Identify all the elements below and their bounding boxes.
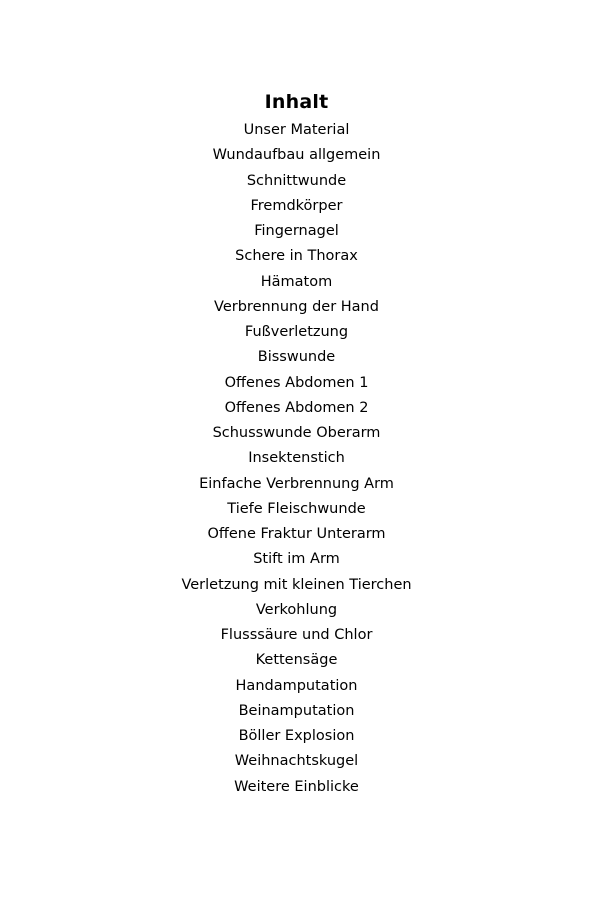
toc-entry: Verkohlung	[255, 601, 338, 618]
toc-entry: Insektenstich	[248, 450, 345, 467]
toc-entry: Bisswunde	[257, 349, 336, 366]
toc-entry: Tiefe Fleischwunde	[227, 500, 366, 517]
toc-entry: Kettensäge	[255, 652, 338, 669]
toc-entry: Schnittwunde	[246, 172, 347, 189]
toc-entry: Unser Material	[243, 122, 350, 138]
toc-entry: Verbrennung der Hand	[214, 298, 379, 315]
toc-entry: Verletzung mit kleinen Tierchen	[181, 576, 412, 593]
toc-list	[0, 118, 593, 800]
toc-entry: Offene Fraktur Unterarm	[207, 526, 386, 542]
toc-entry: Fingernagel	[254, 223, 339, 239]
toc-entry: Fremdkörper	[250, 197, 343, 214]
toc-entry: Hämatom	[260, 273, 333, 290]
toc-title: Inhalt	[264, 91, 329, 113]
toc-entry: Handamputation	[235, 677, 358, 694]
toc-entry: Fußverletzung	[244, 324, 349, 340]
toc-entry: Weihnachtskugel	[234, 753, 359, 770]
toc-entry: Beinamputation	[238, 702, 355, 719]
toc-entry: Schusswunde Oberarm	[212, 425, 381, 441]
toc-entry: Offenes Abdomen 1	[224, 374, 369, 391]
toc-entry: Schere in Thorax	[235, 248, 358, 265]
toc-entry: Wundaufbau allgemein	[212, 147, 381, 164]
toc-entry: Weitere Einblicke	[234, 778, 359, 795]
toc-entry: Böller Explosion	[238, 728, 355, 744]
toc-entry: Stift im Arm	[253, 551, 340, 568]
toc-entry: Einfache Verbrennung Arm	[199, 475, 394, 492]
toc-entry: Flusssäure und Chlor	[220, 627, 373, 643]
toc-entry: Offenes Abdomen 2	[224, 399, 369, 416]
